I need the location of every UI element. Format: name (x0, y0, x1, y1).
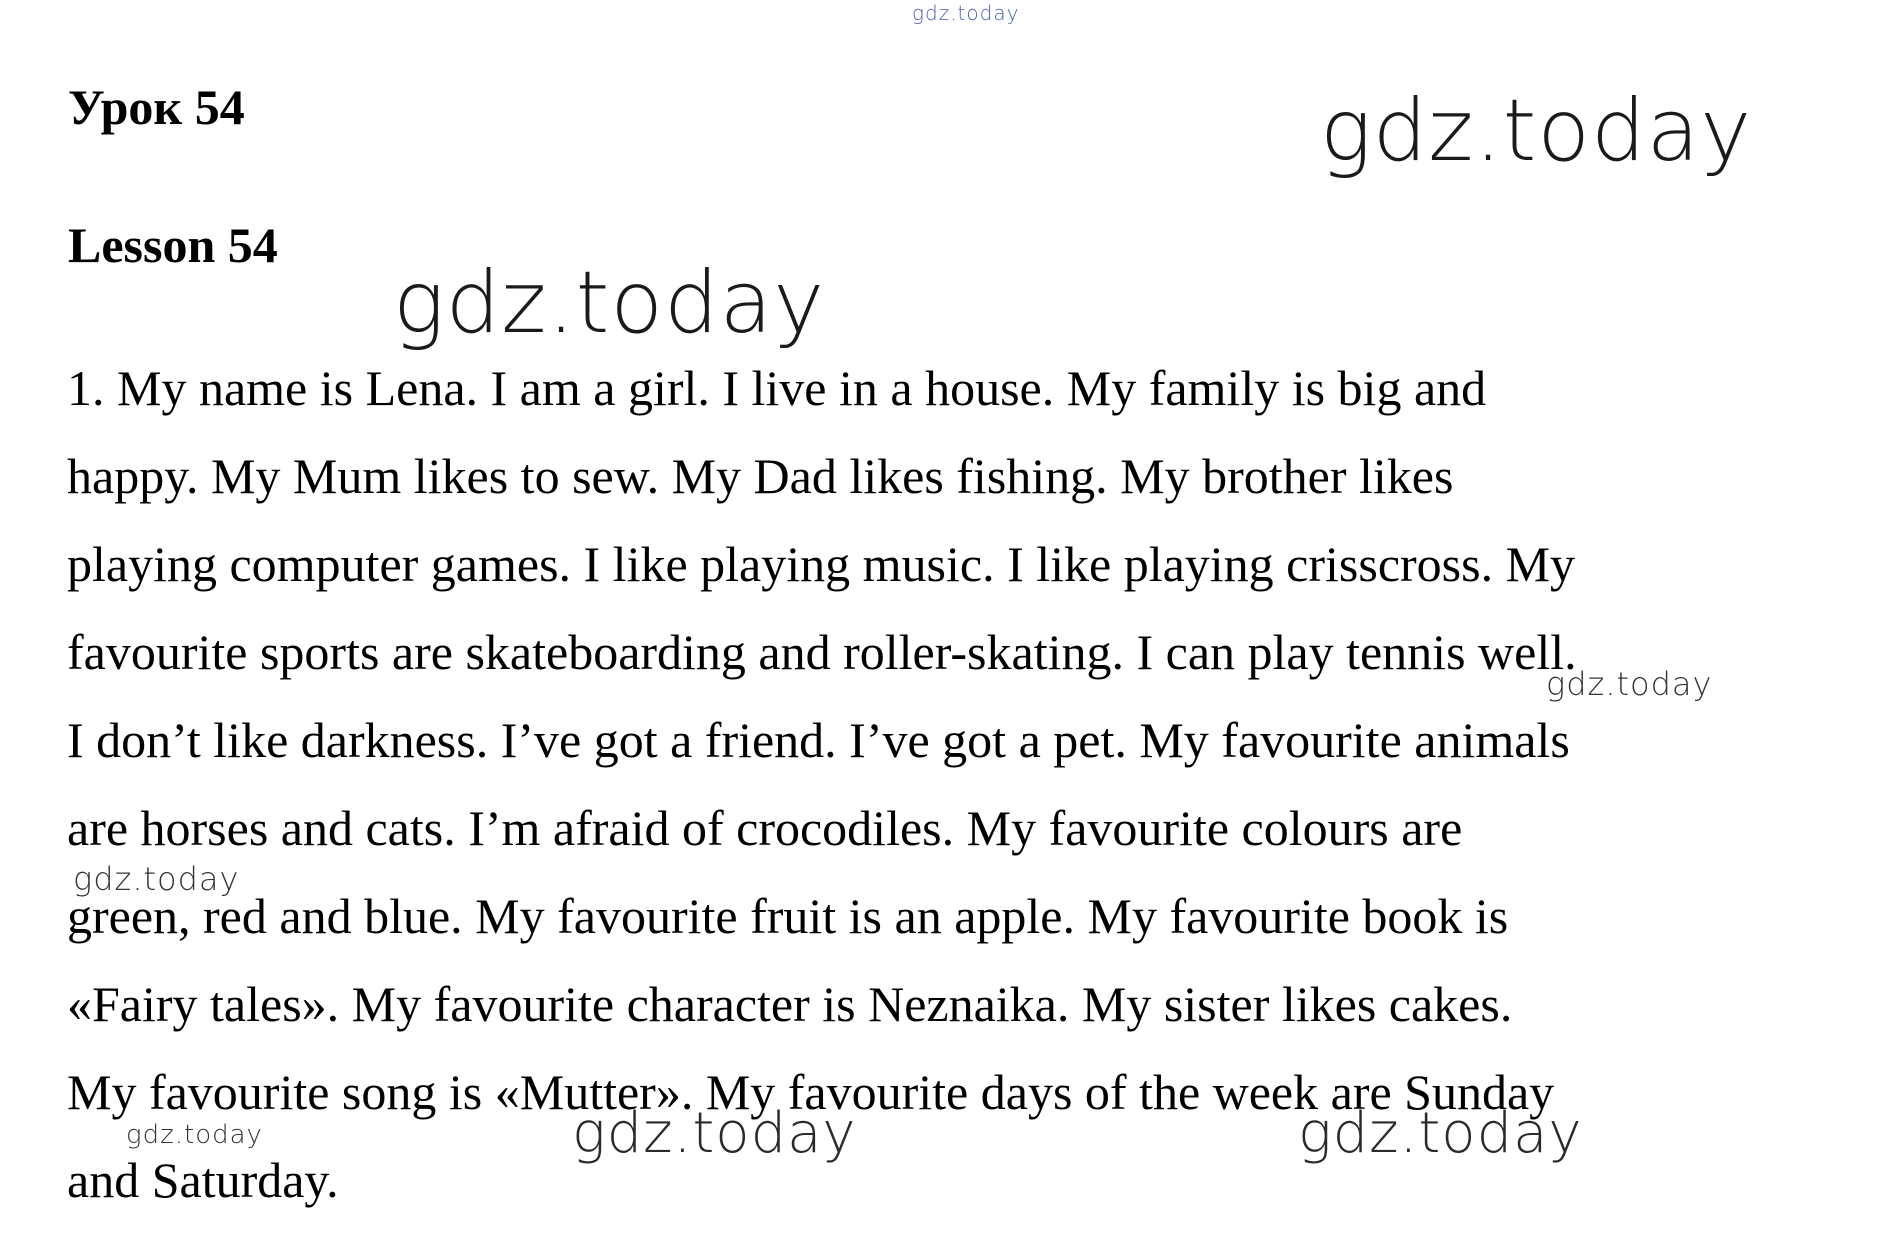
lesson-heading-en: Lesson 54 (68, 217, 278, 273)
text-line: «Fairy tales». My favourite character is Neznaika. My sister likes cakes. (67, 976, 1513, 1032)
watermark-bottom-center: gdz.today (572, 1101, 857, 1166)
text-line: I don’t like darkness. I’ve got a friend. I’ve got a pet. My favourite animals (67, 712, 1570, 768)
watermark-left-mid: gdz.today (73, 860, 240, 898)
exercise-text (67, 344, 1867, 1224)
text-line: favourite sports are skateboarding and roller-skating. I can play tennis well. (67, 624, 1577, 680)
lesson-heading-ru: Урок 54 (68, 79, 245, 135)
text-line: happy. My Mum likes to sew. My Dad likes fishing. My brother likes (67, 448, 1454, 504)
watermark-top: gdz.today (912, 1, 1020, 25)
text-line: My favourite song is «Mutter». My favourite days of the week are Sunday (67, 1064, 1555, 1120)
watermark-header-right: gdz.today (1320, 81, 1753, 181)
text-line: playing computer games. I like playing music. I like playing crisscross. My (67, 536, 1576, 592)
watermark-left-bottom: gdz.today (126, 1120, 263, 1150)
text-line: and Saturday. (67, 1152, 339, 1208)
text-line: 1. My name is Lena. I am a girl. I live in a house. My family is big and (67, 360, 1487, 416)
watermark-right-mid: gdz.today (1546, 665, 1713, 703)
text-line: green, red and blue. My favourite fruit is an apple. My favourite book is (67, 888, 1509, 944)
watermark-bottom-right: gdz.today (1298, 1101, 1583, 1166)
text-line: are horses and cats. I’m afraid of crocodiles. My favourite colours are (67, 800, 1463, 856)
watermark-center: gdz.today (393, 253, 826, 353)
